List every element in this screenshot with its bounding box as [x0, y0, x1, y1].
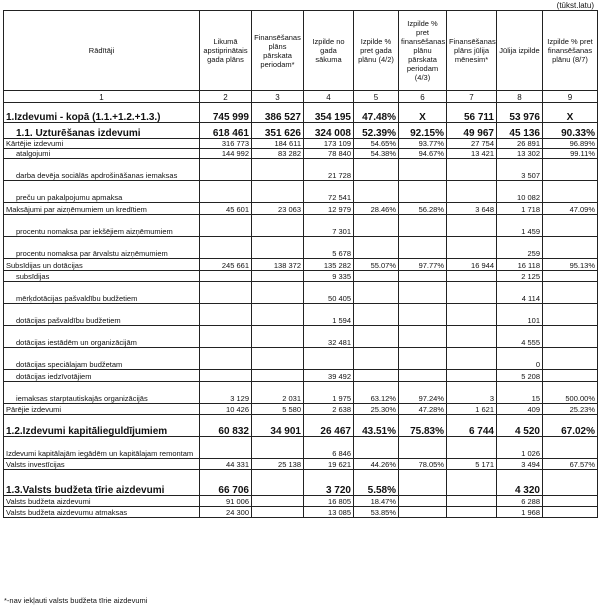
row-value: 54.38% — [354, 149, 399, 159]
row-value: X — [543, 103, 598, 123]
table-row — [4, 496, 598, 507]
row-value — [200, 370, 252, 382]
column-number: 1 — [4, 91, 200, 103]
row-value: 5 678 — [304, 237, 354, 259]
row-value — [252, 237, 304, 259]
row-value — [252, 370, 304, 382]
row-value — [252, 507, 304, 518]
row-label: Valsts investīcijas — [4, 459, 200, 470]
row-value: 1 718 — [497, 203, 543, 215]
row-value — [354, 326, 399, 348]
row-value: 99.11% — [543, 149, 598, 159]
row-value — [543, 326, 598, 348]
row-value — [543, 159, 598, 181]
row-value: 5 208 — [497, 370, 543, 382]
row-value: 50 405 — [304, 282, 354, 304]
column-number: 8 — [497, 91, 543, 103]
row-value — [399, 237, 447, 259]
row-label: dotācijas iestādēm un organizācijām — [4, 326, 200, 348]
table-row — [4, 404, 598, 415]
row-value — [447, 237, 497, 259]
row-value: 56.28% — [399, 203, 447, 215]
row-value: 135 282 — [304, 259, 354, 271]
row-value: 6 846 — [304, 437, 354, 459]
row-value — [447, 496, 497, 507]
row-label: preču un pakalpojumu apmaksa — [4, 181, 200, 203]
row-value: 2 125 — [497, 271, 543, 282]
row-value: 47.48% — [354, 103, 399, 123]
row-value: 3 507 — [497, 159, 543, 181]
table-row — [4, 123, 598, 139]
row-value — [543, 507, 598, 518]
row-value — [447, 215, 497, 237]
table-row — [4, 271, 598, 282]
row-value: 1 975 — [304, 382, 354, 404]
header-cell: Izpilde % pret finansēšanas plānu (8/7) — [543, 11, 598, 91]
row-value — [543, 282, 598, 304]
header-row — [4, 11, 598, 91]
row-value — [200, 215, 252, 237]
row-value: 9 335 — [304, 271, 354, 282]
row-value — [399, 496, 447, 507]
row-value — [252, 181, 304, 203]
header-cell: Likumā apstiprinātais gada plāns — [200, 11, 252, 91]
header-cell: Rādītāji — [4, 11, 200, 91]
row-value — [399, 470, 447, 496]
row-value — [399, 437, 447, 459]
column-number: 7 — [447, 91, 497, 103]
row-value: 24 300 — [200, 507, 252, 518]
row-value: 54.65% — [354, 139, 399, 149]
row-value: 75.83% — [399, 415, 447, 437]
row-value — [354, 282, 399, 304]
header-cell: Izpilde % pret gada plānu (4/2) — [354, 11, 399, 91]
row-value — [252, 496, 304, 507]
header-cell: Finansēšanas plāns jūlija mēnesim* — [447, 11, 497, 91]
table-row — [4, 382, 598, 404]
row-value — [399, 215, 447, 237]
row-value: 92.15% — [399, 123, 447, 139]
row-value: 78.05% — [399, 459, 447, 470]
table-row — [4, 326, 598, 348]
row-value: 93.77% — [399, 139, 447, 149]
row-value: 21 728 — [304, 159, 354, 181]
row-value — [543, 304, 598, 326]
row-value — [252, 215, 304, 237]
row-value: 4 320 — [497, 470, 543, 496]
row-value: 67.02% — [543, 415, 598, 437]
row-value — [252, 348, 304, 370]
row-value — [304, 348, 354, 370]
row-value: 94.67% — [399, 149, 447, 159]
row-value — [447, 470, 497, 496]
row-value — [399, 271, 447, 282]
row-value — [354, 159, 399, 181]
row-value: 43.51% — [354, 415, 399, 437]
row-value — [399, 282, 447, 304]
row-label: procentu nomaksa par ārvalstu aizņēmumiem — [4, 237, 200, 259]
row-value — [399, 348, 447, 370]
table-row — [4, 103, 598, 123]
row-value: 12 979 — [304, 203, 354, 215]
row-value: 55.07% — [354, 259, 399, 271]
row-value: 78 840 — [304, 149, 354, 159]
row-value — [200, 159, 252, 181]
row-value — [543, 437, 598, 459]
row-value — [447, 271, 497, 282]
header-cell: Jūlija izpilde — [497, 11, 543, 91]
footnote: *-nav iekļauti valsts budžeta tīrie aizdevumi — [4, 596, 148, 605]
row-value: 1 621 — [447, 404, 497, 415]
row-value: 745 999 — [200, 103, 252, 123]
row-value: 13 302 — [497, 149, 543, 159]
row-value — [447, 326, 497, 348]
table-row — [4, 203, 598, 215]
row-value: 3 494 — [497, 459, 543, 470]
row-value — [252, 282, 304, 304]
row-value: 16 118 — [497, 259, 543, 271]
row-value: 26 891 — [497, 139, 543, 149]
row-value: 173 109 — [304, 139, 354, 149]
row-value — [200, 237, 252, 259]
row-value: 324 008 — [304, 123, 354, 139]
row-value — [354, 370, 399, 382]
row-value — [200, 348, 252, 370]
row-value: 19 621 — [304, 459, 354, 470]
row-value: 53.85% — [354, 507, 399, 518]
row-value — [543, 215, 598, 237]
row-value: 25.23% — [543, 404, 598, 415]
row-value — [399, 507, 447, 518]
row-value: 16 944 — [447, 259, 497, 271]
row-label: procentu nomaksa par iekšējiem aizņēmumiem — [4, 215, 200, 237]
row-value: 97.24% — [399, 382, 447, 404]
row-value: 47.09% — [543, 203, 598, 215]
row-label: mērķdotācijas pašvaldību budžetiem — [4, 282, 200, 304]
row-value: 66 706 — [200, 470, 252, 496]
row-value: 56 711 — [447, 103, 497, 123]
table-row — [4, 459, 598, 470]
row-value: 4 114 — [497, 282, 543, 304]
row-value: 67.57% — [543, 459, 598, 470]
row-value: 28.46% — [354, 203, 399, 215]
row-value: 23 063 — [252, 203, 304, 215]
table-row — [4, 415, 598, 437]
row-value — [543, 348, 598, 370]
row-value: 6 744 — [447, 415, 497, 437]
row-label: 1.3.Valsts budžeta tīrie aizdevumi — [4, 470, 200, 496]
row-value — [200, 437, 252, 459]
row-value — [252, 271, 304, 282]
row-value: X — [399, 103, 447, 123]
row-value: 97.77% — [399, 259, 447, 271]
table-row — [4, 304, 598, 326]
row-value — [447, 181, 497, 203]
row-label: Valsts budžeta aizdevumu atmaksas — [4, 507, 200, 518]
row-value — [399, 304, 447, 326]
row-value: 1 968 — [497, 507, 543, 518]
row-value: 45 136 — [497, 123, 543, 139]
column-number: 6 — [399, 91, 447, 103]
row-value — [252, 470, 304, 496]
row-label: Kārtējie izdevumi — [4, 139, 200, 149]
row-value — [354, 271, 399, 282]
row-value — [200, 304, 252, 326]
row-value: 386 527 — [252, 103, 304, 123]
row-value: 32 481 — [304, 326, 354, 348]
row-value — [354, 215, 399, 237]
row-label: dotācijas iedzīvotājiem — [4, 370, 200, 382]
row-value: 259 — [497, 237, 543, 259]
table-row — [4, 181, 598, 203]
row-value: 39 492 — [304, 370, 354, 382]
row-label: Pārējie izdevumi — [4, 404, 200, 415]
row-label: 1.1. Uzturēšanas izdevumi — [4, 123, 200, 139]
row-value — [252, 159, 304, 181]
row-value — [447, 282, 497, 304]
table-row — [4, 259, 598, 271]
row-value: 1 594 — [304, 304, 354, 326]
table-row — [4, 470, 598, 496]
row-value: 5 171 — [447, 459, 497, 470]
row-value — [200, 181, 252, 203]
row-value: 316 773 — [200, 139, 252, 149]
row-value: 3 648 — [447, 203, 497, 215]
row-value: 138 372 — [252, 259, 304, 271]
column-number: 4 — [304, 91, 354, 103]
table-row — [4, 215, 598, 237]
row-value: 45 601 — [200, 203, 252, 215]
row-value: 95.13% — [543, 259, 598, 271]
row-value: 6 288 — [497, 496, 543, 507]
table-row — [4, 159, 598, 181]
column-number: 3 — [252, 91, 304, 103]
row-label: Subsīdijas un dotācijas — [4, 259, 200, 271]
table-row — [4, 149, 598, 159]
row-value: 44.26% — [354, 459, 399, 470]
row-value: 351 626 — [252, 123, 304, 139]
header-cell: Izpilde no gada sākuma — [304, 11, 354, 91]
row-label: atalgojumi — [4, 149, 200, 159]
header-cell: Izpilde % pret finansēšanas plānu pārskata periodam (4/3) — [399, 11, 447, 91]
row-value — [447, 159, 497, 181]
table-row — [4, 348, 598, 370]
row-label: dotācijas pašvaldību budžetiem — [4, 304, 200, 326]
row-value: 25 138 — [252, 459, 304, 470]
row-value — [543, 271, 598, 282]
row-value — [200, 271, 252, 282]
row-value — [354, 348, 399, 370]
row-value — [447, 507, 497, 518]
row-value: 144 992 — [200, 149, 252, 159]
row-value: 7 301 — [304, 215, 354, 237]
row-value: 72 541 — [304, 181, 354, 203]
row-label: Valsts budžeta aizdevumi — [4, 496, 200, 507]
row-value — [543, 181, 598, 203]
row-value — [252, 326, 304, 348]
row-value: 60 832 — [200, 415, 252, 437]
row-value: 15 — [497, 382, 543, 404]
row-value: 2 031 — [252, 382, 304, 404]
table-row — [4, 370, 598, 382]
row-value — [399, 181, 447, 203]
row-value: 3 — [447, 382, 497, 404]
row-value: 10 426 — [200, 404, 252, 415]
row-value: 3 720 — [304, 470, 354, 496]
row-label: 1.2.Izdevumi kapitālieguldījumiem — [4, 415, 200, 437]
header-cell: Finansēšanas plāns pārskata periodam* — [252, 11, 304, 91]
row-value: 53 976 — [497, 103, 543, 123]
row-value: 27 754 — [447, 139, 497, 149]
column-number: 5 — [354, 91, 399, 103]
row-value — [543, 237, 598, 259]
row-value: 25.30% — [354, 404, 399, 415]
row-value: 0 — [497, 348, 543, 370]
row-value: 409 — [497, 404, 543, 415]
table-row — [4, 437, 598, 459]
row-value: 52.39% — [354, 123, 399, 139]
row-value: 3 129 — [200, 382, 252, 404]
row-value — [252, 304, 304, 326]
row-value: 18.47% — [354, 496, 399, 507]
row-value — [543, 470, 598, 496]
table-row — [4, 507, 598, 518]
row-value: 47.28% — [399, 404, 447, 415]
row-value: 63.12% — [354, 382, 399, 404]
row-label: dotācijas speciālajam budžetam — [4, 348, 200, 370]
row-value: 13 085 — [304, 507, 354, 518]
row-value — [447, 370, 497, 382]
row-value: 354 195 — [304, 103, 354, 123]
row-label: subsīdijas — [4, 271, 200, 282]
row-value — [200, 326, 252, 348]
column-number-row — [4, 91, 598, 103]
row-value: 26 467 — [304, 415, 354, 437]
row-value: 184 611 — [252, 139, 304, 149]
row-label: darba devēja sociālās apdrošināšanas iemaksas — [4, 159, 200, 181]
row-value — [354, 437, 399, 459]
unit-label: (tūkst.latu) — [556, 1, 594, 10]
row-value: 34 901 — [252, 415, 304, 437]
row-value — [543, 370, 598, 382]
row-value: 618 461 — [200, 123, 252, 139]
row-value: 1 026 — [497, 437, 543, 459]
table-row — [4, 282, 598, 304]
row-label: 1.Izdevumi - kopā (1.1.+1.2.+1.3.) — [4, 103, 200, 123]
row-value — [354, 237, 399, 259]
row-value: 10 082 — [497, 181, 543, 203]
table-row — [4, 237, 598, 259]
row-value — [447, 437, 497, 459]
row-value: 83 282 — [252, 149, 304, 159]
row-value: 4 520 — [497, 415, 543, 437]
row-value: 16 805 — [304, 496, 354, 507]
row-label: iemaksas starptautiskajās organizācijās — [4, 382, 200, 404]
row-value: 101 — [497, 304, 543, 326]
row-value: 44 331 — [200, 459, 252, 470]
row-value: 245 661 — [200, 259, 252, 271]
row-value — [447, 348, 497, 370]
row-value: 5 580 — [252, 404, 304, 415]
row-value — [354, 304, 399, 326]
row-value: 2 638 — [304, 404, 354, 415]
row-value: 90.33% — [543, 123, 598, 139]
row-value: 5.58% — [354, 470, 399, 496]
row-value: 500.00% — [543, 382, 598, 404]
row-value: 49 967 — [447, 123, 497, 139]
row-label: Maksājumi par aizņēmumiem un kredītiem — [4, 203, 200, 215]
row-value — [399, 370, 447, 382]
row-value: 4 555 — [497, 326, 543, 348]
row-value — [200, 282, 252, 304]
row-value — [354, 181, 399, 203]
row-value — [399, 326, 447, 348]
row-label: Izdevumi kapitālajām iegādēm un kapitālajam remontam — [4, 437, 200, 459]
row-value: 96.89% — [543, 139, 598, 149]
row-value — [543, 496, 598, 507]
row-value: 91 006 — [200, 496, 252, 507]
column-number: 2 — [200, 91, 252, 103]
row-value — [447, 304, 497, 326]
row-value: 1 459 — [497, 215, 543, 237]
row-value — [252, 437, 304, 459]
column-number: 9 — [543, 91, 598, 103]
budget-table — [3, 10, 598, 518]
table-row — [4, 139, 598, 149]
row-value — [399, 159, 447, 181]
row-value: 13 421 — [447, 149, 497, 159]
